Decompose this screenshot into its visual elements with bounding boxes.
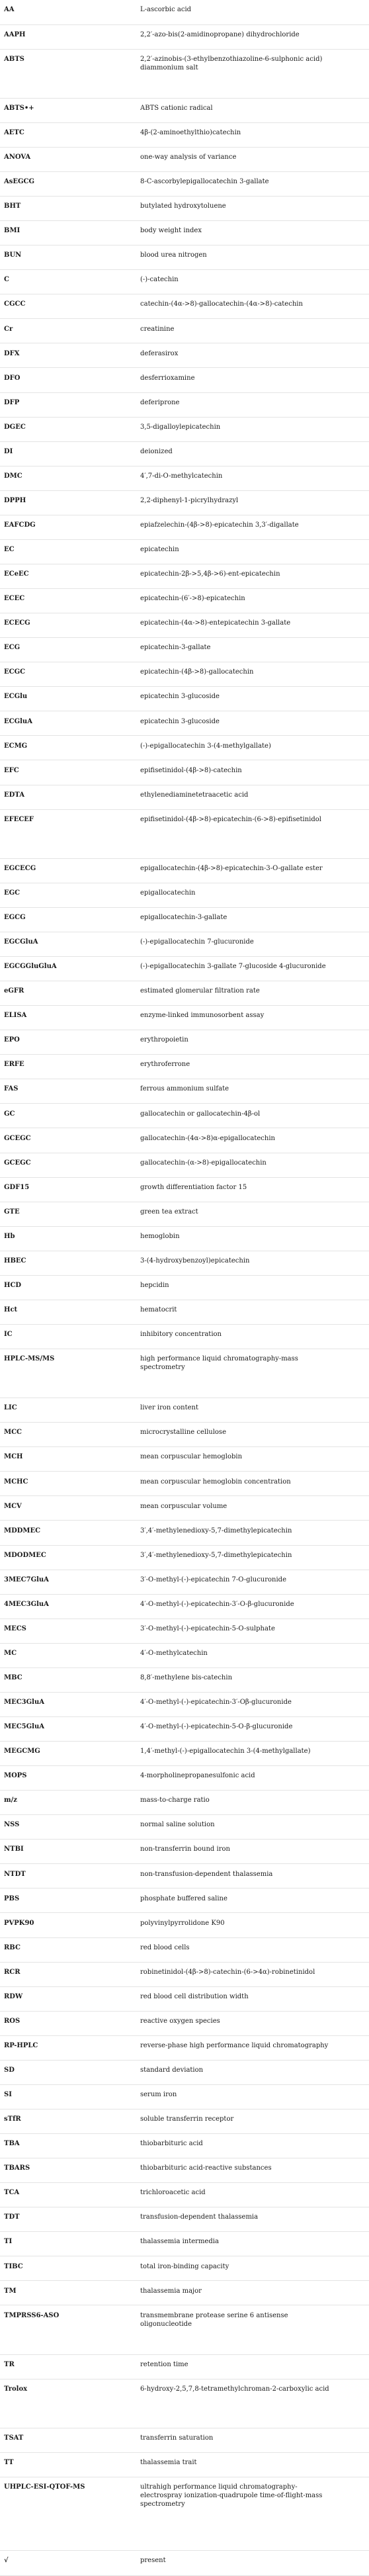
- abbreviation-row: [0, 2035, 369, 2060]
- abbreviation-row: [0, 221, 369, 245]
- abbreviation-term: TSAT: [0, 2428, 132, 2452]
- abbreviation-row: [0, 343, 369, 368]
- abbreviation-definition: 6-hydroxy-2,5,7,8-tetramethylchroman-2-carboxylic acid: [132, 2379, 369, 2428]
- abbreviation-definition: 3′-O-methyl-(-)-epicatechin-5-O-sulphate: [132, 1619, 369, 1643]
- abbreviation-term: ERFE: [0, 1055, 132, 1079]
- abbreviation-definition: 3,5-digalloylepicatechin: [132, 417, 369, 441]
- abbreviation-term: TBA: [0, 2134, 132, 2158]
- abbreviation-term: PBS: [0, 1888, 132, 1913]
- abbreviation-row: [0, 1055, 369, 1079]
- abbreviation-row: [0, 1079, 369, 1104]
- abbreviation-term: eGFR: [0, 981, 132, 1006]
- abbreviation-row: [0, 539, 369, 564]
- abbreviation-term: AAPH: [0, 24, 132, 49]
- abbreviation-definition: gallocatechin-(α->8)-epigallocatechin: [132, 1153, 369, 1177]
- abbreviation-term: TIBC: [0, 2256, 132, 2281]
- abbreviation-term: MOPS: [0, 1766, 132, 1791]
- abbreviation-term: RBC: [0, 1937, 132, 1962]
- abbreviation-row: [0, 515, 369, 539]
- abbreviation-row: [0, 2084, 369, 2109]
- abbreviation-term: AETC: [0, 122, 132, 147]
- abbreviation-row: [0, 197, 369, 221]
- abbreviation-row: [0, 1153, 369, 1177]
- abbreviation-definition: total iron-binding capacity: [132, 2256, 369, 2281]
- abbreviation-definition: 4-morpholinepropanesulfonic acid: [132, 1766, 369, 1791]
- abbreviation-term: GC: [0, 1104, 132, 1128]
- abbreviation-row: [0, 1275, 369, 1300]
- abbreviation-definition: epigallocatechin: [132, 883, 369, 907]
- abbreviation-row: [0, 662, 369, 687]
- abbreviation-row: [0, 2428, 369, 2452]
- abbreviation-definition: epicatechin: [132, 539, 369, 564]
- abbreviation-term: EGCG: [0, 907, 132, 932]
- abbreviation-term: PVPK90: [0, 1913, 132, 1937]
- abbreviation-row: [0, 1177, 369, 1202]
- abbreviation-term: DFP: [0, 392, 132, 417]
- abbreviation-term: EGCGGluGluA: [0, 957, 132, 981]
- abbreviation-definition: present: [132, 2551, 369, 2576]
- abbreviation-row: [0, 687, 369, 711]
- abbreviation-definition: 3-(4-hydroxybenzoyl)epicatechin: [132, 1251, 369, 1275]
- abbreviation-term: TDT: [0, 2207, 132, 2232]
- abbreviation-row: [0, 1986, 369, 2011]
- abbreviation-definition: epicatechin-(4α->8)-entepicatechin 3-gallate: [132, 613, 369, 638]
- abbreviation-row: [0, 1349, 369, 1398]
- abbreviation-term: ECMG: [0, 736, 132, 760]
- abbreviation-row: [0, 1398, 369, 1423]
- abbreviation-definition: body weight index: [132, 221, 369, 245]
- abbreviation-definition: robinetinidol-(4β->8)-catechin-(6->4α)-robinetinidol: [132, 1962, 369, 1986]
- abbreviation-definition: trichloroacetic acid: [132, 2183, 369, 2207]
- abbreviation-row: [0, 1913, 369, 1937]
- abbreviation-definition: standard deviation: [132, 2060, 369, 2084]
- abbreviation-row: [0, 2379, 369, 2428]
- abbreviation-term: Hct: [0, 1300, 132, 1324]
- abbreviation-term: DMC: [0, 466, 132, 490]
- abbreviation-definition: epigallocatechin-(4β->8)-epicatechin-3-O-gallate ester: [132, 858, 369, 883]
- abbreviation-definition: mean corpuscular volume: [132, 1496, 369, 1521]
- abbreviation-definition: L-ascorbic acid: [132, 0, 369, 24]
- abbreviation-term: ABTS: [0, 49, 132, 98]
- abbreviation-term: m/z: [0, 1791, 132, 1815]
- abbreviation-definition: hemoglobin: [132, 1226, 369, 1251]
- abbreviation-term: GCEGC: [0, 1128, 132, 1153]
- abbreviation-definition: soluble transferrin receptor: [132, 2109, 369, 2133]
- abbreviation-definition: mass-to-charge ratio: [132, 1791, 369, 1815]
- abbreviation-definition: 2,2′-azinobis-(3-ethylbenzothiazoline-6-sulphonic acid) diammonium salt: [132, 49, 369, 98]
- abbreviation-term: EGCECG: [0, 858, 132, 883]
- abbreviation-row: [0, 1667, 369, 1692]
- abbreviation-term: UHPLC-ESI-QTOF-MS: [0, 2477, 132, 2550]
- abbreviation-row: [0, 932, 369, 956]
- abbreviation-definition: non-transferrin bound iron: [132, 1840, 369, 1864]
- abbreviation-definition: ferrous ammonium sulfate: [132, 1079, 369, 1104]
- abbreviation-row: [0, 122, 369, 147]
- abbreviation-definition: mean corpuscular hemoglobin concentration: [132, 1472, 369, 1496]
- abbreviation-definition: microcrystalline cellulose: [132, 1423, 369, 1447]
- abbreviation-term: DGEC: [0, 417, 132, 441]
- abbreviation-row: [0, 736, 369, 760]
- abbreviation-row: [0, 1791, 369, 1815]
- abbreviation-row: [0, 1496, 369, 1521]
- abbreviation-row: [0, 1521, 369, 1545]
- abbreviation-row: [0, 417, 369, 441]
- abbreviation-row: [0, 1447, 369, 1472]
- abbreviation-definition: (-)-epigallocatechin 3-(4-methylgallate): [132, 736, 369, 760]
- abbreviation-term: ECGluA: [0, 711, 132, 736]
- abbreviation-row: [0, 1128, 369, 1153]
- abbreviation-term: ROS: [0, 2011, 132, 2035]
- abbreviation-definition: catechin-(4α->8)-gallocatechin-(4α->8)-catechin: [132, 294, 369, 319]
- abbreviation-definition: gallocatechin-(4α->8)α-epigallocatechin: [132, 1128, 369, 1153]
- abbreviation-term: ECEC: [0, 589, 132, 613]
- abbreviation-definition: red blood cell distribution width: [132, 1986, 369, 2011]
- abbreviation-row: [0, 270, 369, 294]
- abbreviation-row: [0, 2134, 369, 2158]
- abbreviation-definition: liver iron content: [132, 1398, 369, 1423]
- abbreviation-row: [0, 2452, 369, 2477]
- abbreviation-term: GCEGC: [0, 1153, 132, 1177]
- abbreviation-term: ELISA: [0, 1006, 132, 1030]
- abbreviation-definition: thiobarbituric acid-reactive substances: [132, 2158, 369, 2183]
- abbreviation-term: RP-HPLC: [0, 2035, 132, 2060]
- abbreviation-definition: epifisetinidol-(4β->8)-catechin: [132, 760, 369, 785]
- abbreviation-definition: blood urea nitrogen: [132, 245, 369, 270]
- abbreviation-definition: phosphate buffered saline: [132, 1888, 369, 1913]
- abbreviation-row: [0, 957, 369, 981]
- abbreviation-definition: reactive oxygen species: [132, 2011, 369, 2035]
- abbreviation-definition: 4′-O-methyl-(-)-epicatechin-3′-O-β-glucuronide: [132, 1594, 369, 1619]
- abbreviation-term: GTE: [0, 1202, 132, 1226]
- abbreviation-row: [0, 2011, 369, 2035]
- abbreviation-definition: epiafzelechin-(4β->8)-epicatechin 3,3′-digallate: [132, 515, 369, 539]
- abbreviation-definition: thalassemia intermedia: [132, 2232, 369, 2256]
- abbreviation-definition: epicatechin-(6′->8)-epicatechin: [132, 589, 369, 613]
- abbreviation-definition: 4β-(2-aminoethylthio)catechin: [132, 122, 369, 147]
- abbreviation-term: BUN: [0, 245, 132, 270]
- abbreviation-term: HBEC: [0, 1251, 132, 1275]
- abbreviation-definition: (-)-catechin: [132, 270, 369, 294]
- abbreviation-term: Trolox: [0, 2379, 132, 2428]
- abbreviation-row: [0, 1594, 369, 1619]
- abbreviation-row: [0, 760, 369, 785]
- abbreviation-term: C: [0, 270, 132, 294]
- abbreviation-definition: transmembrane protease serine 6 antisense oligonucleotide: [132, 2305, 369, 2354]
- abbreviation-row: [0, 2207, 369, 2232]
- abbreviation-term: TM: [0, 2281, 132, 2305]
- abbreviation-row: [0, 638, 369, 662]
- abbreviation-term: MEGCMG: [0, 1742, 132, 1766]
- abbreviation-term: RDW: [0, 1986, 132, 2011]
- abbreviation-definition: erythropoietin: [132, 1030, 369, 1055]
- abbreviation-definition: thalassemia trait: [132, 2452, 369, 2477]
- abbreviation-definition: transferrin saturation: [132, 2428, 369, 2452]
- abbreviation-term: EFECEF: [0, 809, 132, 858]
- abbreviation-term: FAS: [0, 1079, 132, 1104]
- abbreviation-term: ABTS•+: [0, 98, 132, 122]
- abbreviation-definition: high performance liquid chromatography-mass spectrometry: [132, 1349, 369, 1398]
- abbreviation-definition: epicatechin 3-glucoside: [132, 687, 369, 711]
- abbreviation-row: [0, 589, 369, 613]
- abbreviation-row: [0, 907, 369, 932]
- abbreviation-row: [0, 2354, 369, 2379]
- abbreviation-row: [0, 858, 369, 883]
- abbreviation-row: [0, 1619, 369, 1643]
- abbreviation-row: [0, 2232, 369, 2256]
- abbreviation-term: MCHC: [0, 1472, 132, 1496]
- abbreviation-term: TT: [0, 2452, 132, 2477]
- abbreviation-row: [0, 1202, 369, 1226]
- abbreviation-row: [0, 49, 369, 98]
- abbreviation-definition: epigallocatechin-3-gallate: [132, 907, 369, 932]
- abbreviation-term: EC: [0, 539, 132, 564]
- abbreviation-term: DFX: [0, 343, 132, 368]
- abbreviation-definition: estimated glomerular filtration rate: [132, 981, 369, 1006]
- abbreviation-definition: deferasirox: [132, 343, 369, 368]
- abbreviation-term: EAFCDG: [0, 515, 132, 539]
- abbreviation-term: 4MEC3GluA: [0, 1594, 132, 1619]
- abbreviation-term: ECECG: [0, 613, 132, 638]
- abbreviation-definition: 4′-O-methyl-(-)-epicatechin-3′-Oβ-glucuronide: [132, 1692, 369, 1716]
- abbreviation-row: [0, 809, 369, 858]
- abbreviation-definition: 4′-O-methyl-(-)-epicatechin-5-O-β-glucuronide: [132, 1716, 369, 1741]
- abbreviation-row: [0, 490, 369, 515]
- abbreviation-term: Hb: [0, 1226, 132, 1251]
- abbreviation-definition: ethylenediaminetetraacetic acid: [132, 785, 369, 809]
- abbreviation-definition: mean corpuscular hemoglobin: [132, 1447, 369, 1472]
- abbreviation-term: Cr: [0, 319, 132, 343]
- abbreviation-definition: butylated hydroxytoluene: [132, 197, 369, 221]
- abbreviation-term: DFO: [0, 368, 132, 392]
- abbreviation-term: TI: [0, 2232, 132, 2256]
- abbreviation-term: ECeEC: [0, 564, 132, 588]
- abbreviation-definition: inhibitory concentration: [132, 1324, 369, 1349]
- abbreviation-definition: one-way analysis of variance: [132, 147, 369, 171]
- abbreviation-term: NTBI: [0, 1840, 132, 1864]
- abbreviation-term: 3MEC7GluA: [0, 1570, 132, 1594]
- abbreviation-definition: 8,8′-methylene bis-catechin: [132, 1667, 369, 1692]
- abbreviation-term: SI: [0, 2084, 132, 2109]
- abbreviation-term: EFC: [0, 760, 132, 785]
- abbreviation-row: [0, 319, 369, 343]
- abbreviation-row: [0, 1324, 369, 1349]
- abbreviation-definition: polyvinylpyrrolidone K90: [132, 1913, 369, 1937]
- abbreviation-row: [0, 2256, 369, 2281]
- abbreviation-row: [0, 1300, 369, 1324]
- abbreviation-row: [0, 785, 369, 809]
- abbreviation-definition: ABTS cationic radical: [132, 98, 369, 122]
- abbreviation-row: [0, 1888, 369, 1913]
- abbreviation-row: [0, 2477, 369, 2550]
- abbreviation-term: ANOVA: [0, 147, 132, 171]
- abbreviation-row: [0, 368, 369, 392]
- abbreviation-term: GDF15: [0, 1177, 132, 1202]
- abbreviation-definition: normal saline solution: [132, 1815, 369, 1840]
- abbreviation-row: [0, 1692, 369, 1716]
- abbreviation-row: [0, 98, 369, 122]
- abbreviation-row: [0, 2305, 369, 2354]
- abbreviation-definition: epicatechin-2β->5,4β->6)-ent-epicatechin: [132, 564, 369, 588]
- abbreviation-definition: 2,2-diphenyl-1-picrylhydrazyl: [132, 490, 369, 515]
- abbreviation-term: MBC: [0, 1667, 132, 1692]
- abbreviation-row: [0, 613, 369, 638]
- abbreviation-row: [0, 1472, 369, 1496]
- abbreviation-definition: serum iron: [132, 2084, 369, 2109]
- abbreviation-definition: epicatechin-(4β->8)-gallocatechin: [132, 662, 369, 687]
- abbreviation-row: [0, 981, 369, 1006]
- abbreviation-term: TCA: [0, 2183, 132, 2207]
- abbreviation-term: EDTA: [0, 785, 132, 809]
- abbreviation-definition: thalassemia major: [132, 2281, 369, 2305]
- abbreviation-definition: red blood cells: [132, 1937, 369, 1962]
- abbreviation-definition: 2,2′-azo-bis(2-amidinopropane) dihydrochloride: [132, 24, 369, 49]
- abbreviation-row: [0, 883, 369, 907]
- abbreviation-term: MCC: [0, 1423, 132, 1447]
- abbreviation-term: CGCC: [0, 294, 132, 319]
- abbreviation-term: MECS: [0, 1619, 132, 1643]
- abbreviation-term: MC: [0, 1643, 132, 1667]
- abbreviation-term: MDODMEC: [0, 1545, 132, 1570]
- abbreviation-row: [0, 1840, 369, 1864]
- abbreviation-row: [0, 2109, 369, 2133]
- abbreviation-term: BMI: [0, 221, 132, 245]
- abbreviation-row: [0, 1643, 369, 1667]
- abbreviation-term: AA: [0, 0, 132, 24]
- abbreviation-row: [0, 1545, 369, 1570]
- abbreviation-term: NTDT: [0, 1864, 132, 1888]
- abbreviation-term: EPO: [0, 1030, 132, 1055]
- abbreviation-definition: thiobarbituric acid: [132, 2134, 369, 2158]
- abbreviation-term: LIC: [0, 1398, 132, 1423]
- abbreviation-definition: non-transfusion-dependent thalassemia: [132, 1864, 369, 1888]
- abbreviation-definition: desferrioxamine: [132, 368, 369, 392]
- abbreviation-row: [0, 564, 369, 588]
- abbreviation-row: [0, 294, 369, 319]
- abbreviation-term: HCD: [0, 1275, 132, 1300]
- abbreviation-row: [0, 1937, 369, 1962]
- abbreviation-term: IC: [0, 1324, 132, 1349]
- abbreviation-row: [0, 1570, 369, 1594]
- abbreviation-row: [0, 2183, 369, 2207]
- abbreviation-row: [0, 466, 369, 490]
- abbreviation-definition: (-)-epigallocatechin 3-gallate 7-glucoside 4-glucuronide: [132, 957, 369, 981]
- abbreviation-term: EGC: [0, 883, 132, 907]
- abbreviation-term: MDDMEC: [0, 1521, 132, 1545]
- abbreviation-term: RCR: [0, 1962, 132, 1986]
- abbreviation-definition: erythroferrone: [132, 1055, 369, 1079]
- abbreviation-term: DI: [0, 441, 132, 466]
- abbreviation-row: [0, 1104, 369, 1128]
- abbreviation-term: MCH: [0, 1447, 132, 1472]
- abbreviation-row: [0, 1742, 369, 1766]
- abbreviation-term: ECGC: [0, 662, 132, 687]
- abbreviation-row: [0, 1815, 369, 1840]
- abbreviation-term: SD: [0, 2060, 132, 2084]
- abbreviation-term: MEC3GluA: [0, 1692, 132, 1716]
- abbreviation-row: [0, 1864, 369, 1888]
- abbreviation-definition: 3′,4′-methylenedioxy-5,7-dimethylepicatechin: [132, 1521, 369, 1545]
- abbreviation-row: [0, 2060, 369, 2084]
- abbreviation-definition: hepcidin: [132, 1275, 369, 1300]
- abbreviation-row: [0, 0, 369, 24]
- abbreviation-definition: growth differentiation factor 15: [132, 1177, 369, 1202]
- abbreviation-row: [0, 171, 369, 196]
- abbreviation-row: [0, 2551, 369, 2576]
- abbreviation-term: MCV: [0, 1496, 132, 1521]
- abbreviation-row: [0, 1251, 369, 1275]
- abbreviation-term: TBARS: [0, 2158, 132, 2183]
- abbreviation-definition: deferiprone: [132, 392, 369, 417]
- abbreviation-term: NSS: [0, 1815, 132, 1840]
- abbreviation-term: ECGlu: [0, 687, 132, 711]
- abbreviation-definition: 3′-O-methyl-(-)-epicatechin 7-O-glucuronide: [132, 1570, 369, 1594]
- abbreviation-row: [0, 1766, 369, 1791]
- abbreviation-term: DPPH: [0, 490, 132, 515]
- abbreviation-definition: 8-C-ascorbylepigallocatechin 3-gallate: [132, 171, 369, 196]
- abbreviation-row: [0, 2158, 369, 2183]
- abbreviation-row: [0, 392, 369, 417]
- abbreviation-term: √: [0, 2551, 132, 2576]
- abbreviation-definition: gallocatechin or gallocatechin-4β-ol: [132, 1104, 369, 1128]
- abbreviation-definition: green tea extract: [132, 1202, 369, 1226]
- abbreviation-definition: 4′-O-methylcatechin: [132, 1643, 369, 1667]
- abbreviation-term: EGCGluA: [0, 932, 132, 956]
- abbreviation-row: [0, 1423, 369, 1447]
- abbreviation-definition: creatinine: [132, 319, 369, 343]
- abbreviation-definition: 4′,7-di-O-methylcatechin: [132, 466, 369, 490]
- abbreviation-term: sTfR: [0, 2109, 132, 2133]
- abbreviation-definition: epifisetinidol-(4β->8)-epicatechin-(6->8)-epifisetinidol: [132, 809, 369, 858]
- abbreviation-definition: epicatechin-3-gallate: [132, 638, 369, 662]
- abbreviation-row: [0, 147, 369, 171]
- abbreviation-row: [0, 1716, 369, 1741]
- abbreviation-definition: reverse-phase high performance liquid chromatography: [132, 2035, 369, 2060]
- abbreviation-term: MEC5GluA: [0, 1716, 132, 1741]
- abbreviation-row: [0, 2281, 369, 2305]
- abbreviation-row: [0, 24, 369, 49]
- abbreviation-definition: deionized: [132, 441, 369, 466]
- abbreviation-definition: 1,4′-methyl-(-)-epigallocatechin 3-(4-methylgallate): [132, 1742, 369, 1766]
- abbreviation-row: [0, 245, 369, 270]
- abbreviation-definition: (-)-epigallocatechin 7-glucuronide: [132, 932, 369, 956]
- abbreviation-definition: 3′,4′-methylenedioxy-5,7-dimethylepicatechin: [132, 1545, 369, 1570]
- abbreviation-definition: hematocrit: [132, 1300, 369, 1324]
- abbreviation-row: [0, 1962, 369, 1986]
- abbreviation-row: [0, 1030, 369, 1055]
- abbreviation-term: HPLC-MS/MS: [0, 1349, 132, 1398]
- abbreviation-row: [0, 441, 369, 466]
- abbreviation-definition: epicatechin 3-glucoside: [132, 711, 369, 736]
- abbreviation-definition: transfusion-dependent thalassemia: [132, 2207, 369, 2232]
- abbreviation-row: [0, 711, 369, 736]
- abbreviation-term: ECG: [0, 638, 132, 662]
- abbreviation-term: TR: [0, 2354, 132, 2379]
- abbreviation-term: TMPRSS6-ASO: [0, 2305, 132, 2354]
- abbreviation-term: AsEGCG: [0, 171, 132, 196]
- abbreviation-definition: retention time: [132, 2354, 369, 2379]
- abbreviation-row: [0, 1006, 369, 1030]
- abbreviation-row: [0, 1226, 369, 1251]
- abbreviation-term: BHT: [0, 197, 132, 221]
- abbreviation-definition: enzyme-linked immunosorbent assay: [132, 1006, 369, 1030]
- abbreviation-definition: ultrahigh performance liquid chromatography-electrospray ionization-quadrupole time-of-flight-mass spectrometry: [132, 2477, 369, 2550]
